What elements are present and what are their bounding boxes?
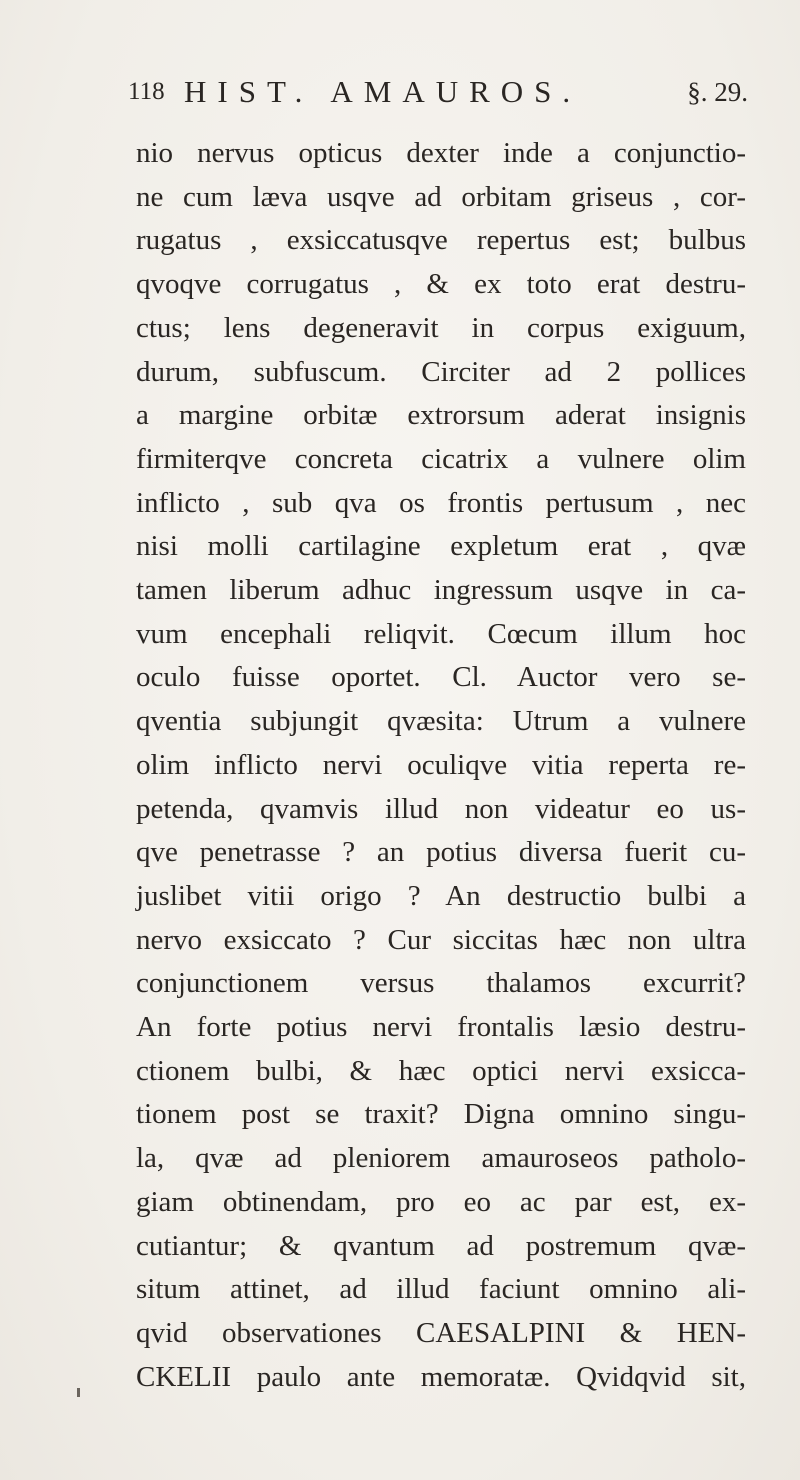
text-line: ctus; lens degeneravit in corpus exiguum,: [136, 311, 746, 344]
text-line: la, qvæ ad pleniorem amauroseos patholo-: [136, 1142, 746, 1175]
text-line: oculo fuisse oportet. Cl. Auctor vero se-: [136, 661, 746, 694]
section-reference: §. 29.: [687, 77, 748, 107]
text-line: An forte potius nervi frontalis læsio destru-: [136, 1011, 746, 1044]
text-line: ne cum læva usqve ad orbitam griseus , cor-: [136, 180, 746, 213]
text-line: qve penetrasse ? an potius diversa fuerit cu-: [136, 836, 746, 869]
running-title: HIST. AMAUROS.: [184, 74, 582, 109]
page-number: 118: [128, 78, 165, 105]
text-line: cutiantur; & qvantum ad postremum qvæ-: [136, 1229, 746, 1262]
text-line: qvid observationes CAESALPINI & HEN-: [136, 1316, 746, 1349]
text-line: nio nervus opticus dexter inde a conjunctio-: [136, 137, 746, 169]
text-line: nisi molli cartilagine expletum erat , qvæ: [136, 530, 746, 563]
running-head: [128, 72, 748, 112]
text-line: nervo exsiccato ? Cur siccitas hæc non ultra: [136, 923, 746, 956]
text-line: conjunctionem versus thalamos excurrit?: [136, 967, 746, 1000]
text-line: petenda, qvamvis illud non videatur eo us-: [136, 792, 746, 825]
body-text: [136, 132, 746, 1399]
text-line: CKELII paulo ante memoratæ. Qvidqvid sit,: [136, 1360, 746, 1393]
text-line: firmiterqve concreta cicatrix a vulnere olim: [136, 442, 746, 475]
text-line: inflicto , sub qva os frontis pertusum , nec: [136, 486, 746, 519]
text-line: juslibet vitii origo ? An destructio bulbi a: [136, 879, 746, 912]
text-line: tamen liberum adhuc ingressum usqve in ca-: [136, 574, 746, 607]
text-line: vum encephali reliqvit. Cœcum illum hoc: [136, 617, 746, 650]
text-line: tionem post se traxit? Digna omnino singu-: [136, 1098, 746, 1131]
text-line: ctionem bulbi, & hæc optici nervi exsicca-: [136, 1054, 746, 1087]
text-line: qventia subjungit qvæsita: Utrum a vulnere: [136, 705, 746, 738]
text-line: a margine orbitæ extrorsum aderat insignis: [136, 399, 746, 432]
text-line: durum, subfuscum. Circiter ad 2 pollices: [136, 355, 746, 388]
text-line: qvoqve corrugatus , & ex toto erat destru-: [136, 268, 746, 301]
text-line: situm attinet, ad illud faciunt omnino ali-: [136, 1273, 746, 1306]
text-line: rugatus , exsiccatusqve repertus est; bulbus: [136, 224, 746, 257]
text-line: olim inflicto nervi oculiqve vitia reperta re-: [136, 748, 746, 781]
text-line: giam obtinendam, pro eo ac par est, ex-: [136, 1185, 746, 1218]
ink-speck: [77, 1388, 80, 1397]
